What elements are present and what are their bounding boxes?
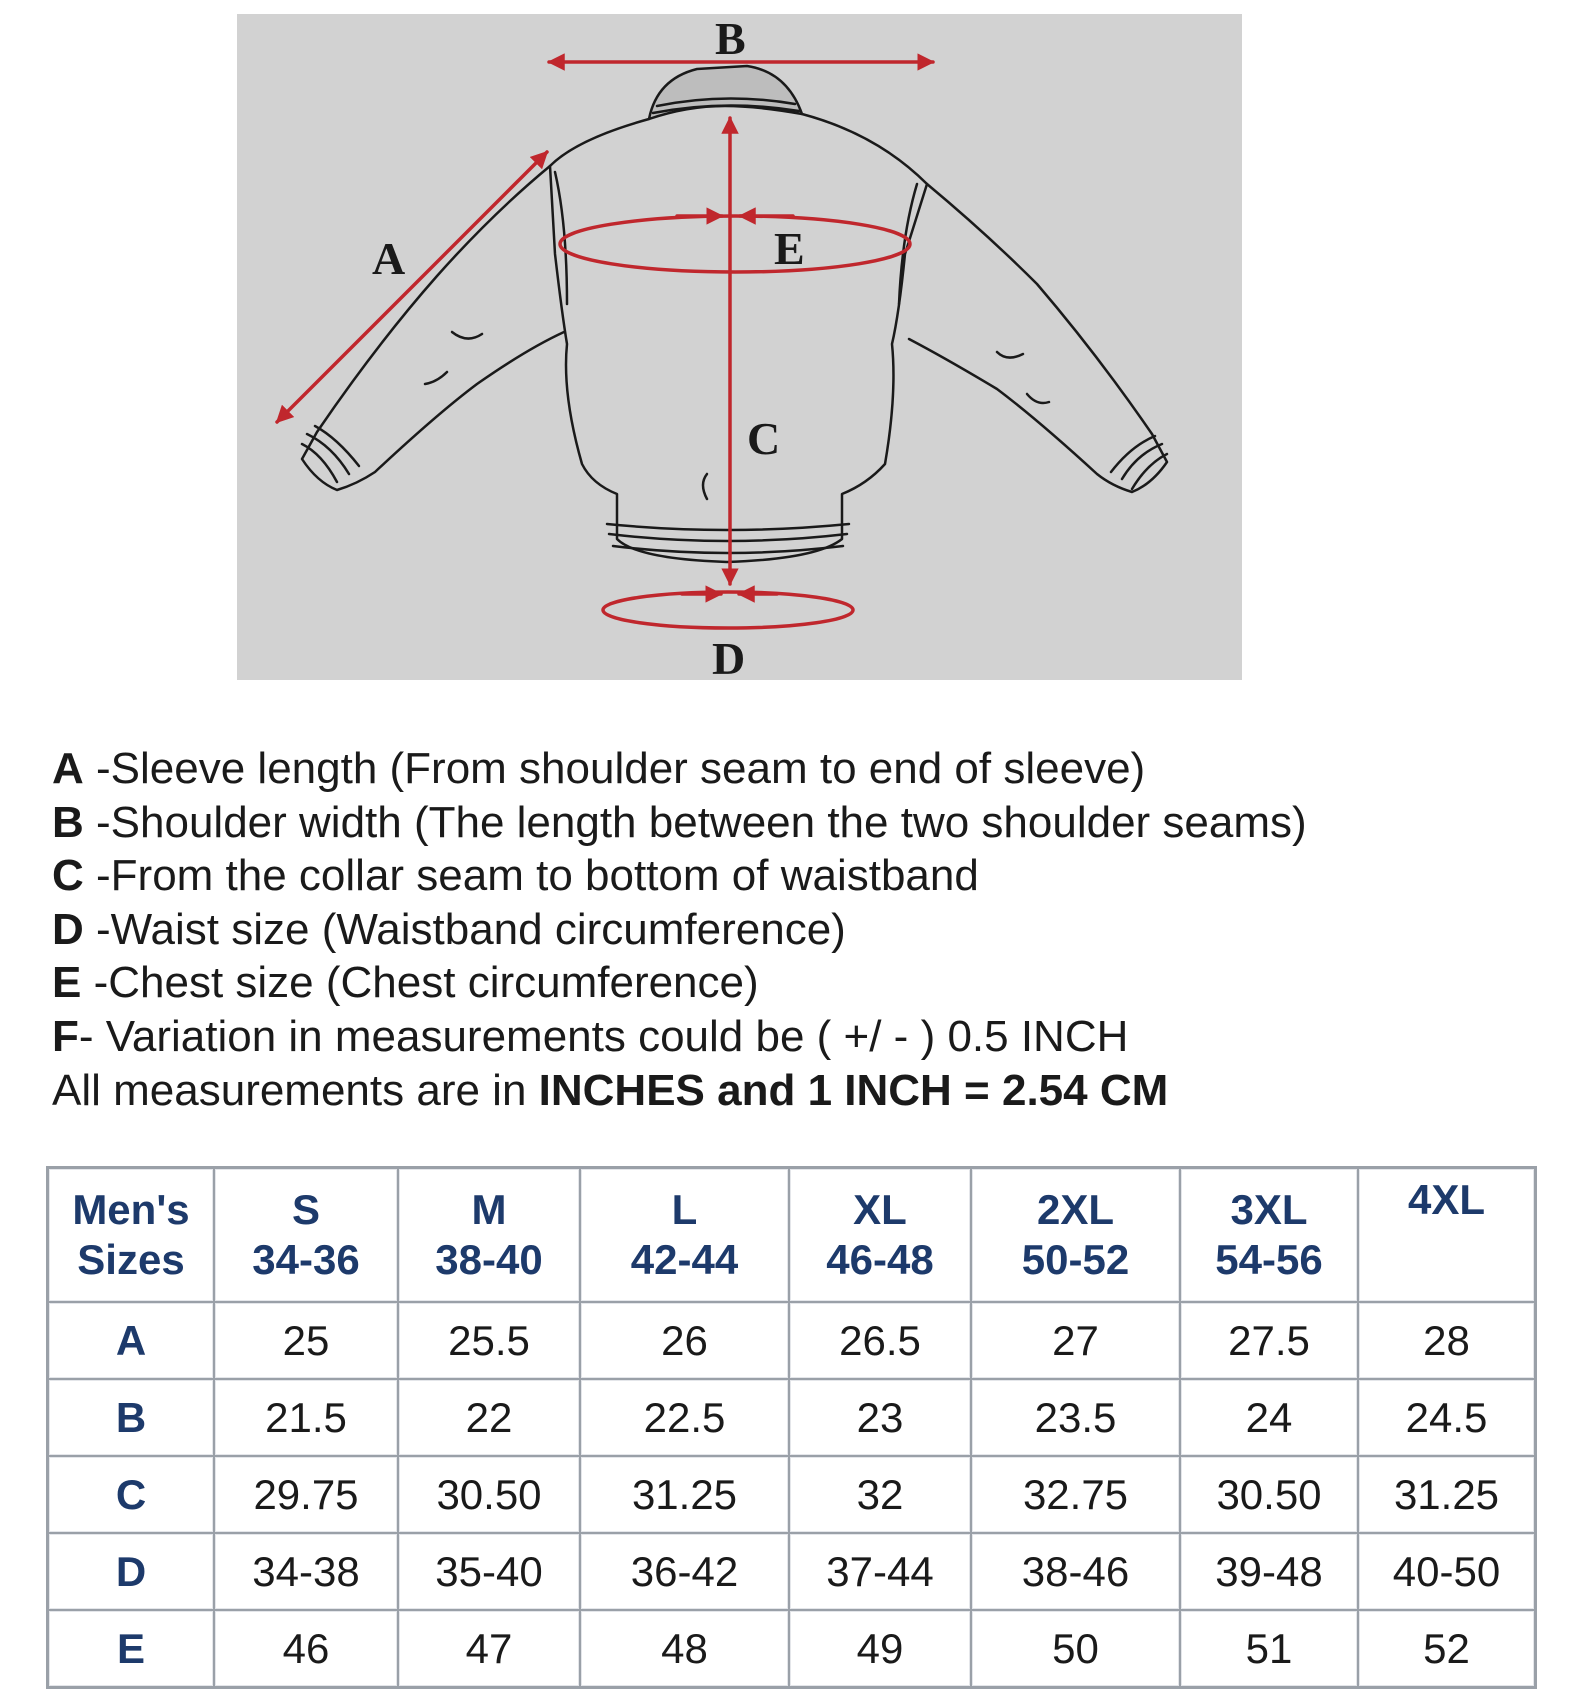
header-size-label: XL: [853, 1186, 907, 1233]
table-cell: 31.25: [1358, 1456, 1535, 1533]
legend-line-d: [52, 903, 1532, 957]
units-note-emphasis: INCHES and 1 INCH = 2.54 CM: [538, 1065, 1169, 1115]
jacket-left-sleeve: [302, 166, 564, 490]
header-size-range: 54-56: [1215, 1236, 1323, 1283]
legend-line-c: [52, 849, 1532, 903]
header-size-l: [580, 1168, 789, 1302]
table-cell: 30.50: [1180, 1456, 1358, 1533]
table-cell: 36-42: [580, 1533, 789, 1610]
table-cell: 26.5: [789, 1302, 971, 1379]
jacket-outline: [302, 66, 1167, 562]
header-size-label: L: [671, 1186, 698, 1233]
table-row-b: [48, 1379, 1535, 1456]
header-corner-line1: Men's: [72, 1186, 190, 1233]
header-corner-line2: Sizes: [77, 1236, 185, 1283]
table-cell: 31.25: [580, 1456, 789, 1533]
legend-units-note: [52, 1064, 1532, 1118]
header-size-label: 4XL: [1407, 1176, 1486, 1223]
legend-text-f: - Variation in measurements could be ( +/ - ) 0.5 INCH: [78, 1011, 1129, 1061]
legend-key-a: A: [52, 744, 84, 793]
row-label: A: [48, 1302, 214, 1379]
size-chart-table: [46, 1166, 1537, 1689]
diagram-label-b: B: [715, 14, 746, 64]
table-cell: 51: [1180, 1610, 1358, 1687]
diagram-label-c: C: [747, 413, 781, 464]
table-cell: 34-38: [214, 1533, 398, 1610]
table-cell: 35-40: [398, 1533, 580, 1610]
table-cell: 27: [971, 1302, 1180, 1379]
table-cell: 25: [214, 1302, 398, 1379]
table-cell: 23.5: [971, 1379, 1180, 1456]
table-cell: 24.5: [1358, 1379, 1535, 1456]
header-corner-cell: [48, 1168, 214, 1302]
table-cell: 38-46: [971, 1533, 1180, 1610]
header-size-s: [214, 1168, 398, 1302]
table-row-a: [48, 1302, 1535, 1379]
row-label: E: [48, 1610, 214, 1687]
header-size-4xl: [1358, 1168, 1535, 1302]
measure-d-ellipse: [603, 592, 853, 628]
diagram-label-d: D: [712, 633, 746, 680]
measure-a-arrow: [277, 152, 547, 422]
table-cell: 22.5: [580, 1379, 789, 1456]
table-cell: 28: [1358, 1302, 1535, 1379]
table-cell: 22: [398, 1379, 580, 1456]
row-label: D: [48, 1533, 214, 1610]
legend-line-f: [52, 1010, 1532, 1064]
header-size-label: 2XL: [1036, 1186, 1115, 1233]
header-size-range: 38-40: [435, 1236, 543, 1283]
jacket-sketch: [237, 14, 1242, 680]
table-cell: 26: [580, 1302, 789, 1379]
legend-text-d: -Waist size (Waistband circumference): [83, 904, 846, 954]
legend-key-f: F: [52, 1011, 79, 1061]
table-cell: 52: [1358, 1610, 1535, 1687]
header-size-range: 50-52: [1021, 1236, 1130, 1283]
jacket-collar: [649, 66, 802, 119]
table-cell: 37-44: [789, 1533, 971, 1610]
table-row-c: [48, 1456, 1535, 1533]
units-note-prefix: All measurements are in: [52, 1065, 539, 1115]
legend-text-b: -Shoulder width (The length between the two shoulder seams): [83, 797, 1307, 847]
legend-key-c: C: [52, 851, 84, 901]
jacket-right-sleeve: [909, 184, 1167, 492]
header-size-xl: [789, 1168, 971, 1302]
legend-text-a: -Sleeve length (From shoulder seam to end of sleeve): [83, 744, 1146, 793]
legend-key-d: D: [52, 904, 84, 954]
legend-key-b: B: [52, 797, 84, 847]
legend-line-a: [52, 742, 1532, 796]
header-size-label: M: [471, 1186, 507, 1233]
table-cell: 46: [214, 1610, 398, 1687]
table-cell: 32: [789, 1456, 971, 1533]
legend-text-e: -Chest size (Chest circumference): [81, 958, 759, 1008]
jacket-body: [550, 114, 927, 562]
table-cell: 32.75: [971, 1456, 1180, 1533]
table-cell: 50: [971, 1610, 1180, 1687]
legend-key-e: E: [52, 958, 82, 1008]
header-size-range: 46-48: [826, 1236, 934, 1283]
size-table-header-row: [48, 1168, 1535, 1302]
table-cell: 23: [789, 1379, 971, 1456]
table-cell: 39-48: [1180, 1533, 1358, 1610]
table-cell: 29.75: [214, 1456, 398, 1533]
diagram-label-e: E: [774, 223, 805, 274]
row-label: B: [48, 1379, 214, 1456]
header-size-2xl: [971, 1168, 1180, 1302]
table-row-e: [48, 1610, 1535, 1687]
table-cell: 49: [789, 1610, 971, 1687]
table-cell: 25.5: [398, 1302, 580, 1379]
legend-line-e: [52, 956, 1532, 1010]
table-cell: 40-50: [1358, 1533, 1535, 1610]
table-cell: 21.5: [214, 1379, 398, 1456]
row-label: C: [48, 1456, 214, 1533]
header-size-range: 34-36: [252, 1236, 360, 1283]
legend-line-b: [52, 796, 1532, 850]
diagram-label-a: A: [372, 233, 406, 284]
header-size-label: S: [291, 1186, 320, 1233]
header-size-m: [398, 1168, 580, 1302]
table-cell: 48: [580, 1610, 789, 1687]
legend-text-c: -From the collar seam to bottom of waistband: [83, 851, 979, 901]
table-row-d: [48, 1533, 1535, 1610]
table-cell: 30.50: [398, 1456, 580, 1533]
table-cell: 47: [398, 1610, 580, 1687]
header-size-3xl: [1180, 1168, 1358, 1302]
measure-e-ellipse: [560, 216, 910, 272]
jacket-measurement-diagram: [237, 14, 1242, 680]
header-size-range: 42-44: [630, 1236, 739, 1283]
table-cell: 27.5: [1180, 1302, 1358, 1379]
table-cell: 24: [1180, 1379, 1358, 1456]
measurement-legend: [52, 742, 1532, 1117]
header-size-label: 3XL: [1230, 1186, 1308, 1233]
